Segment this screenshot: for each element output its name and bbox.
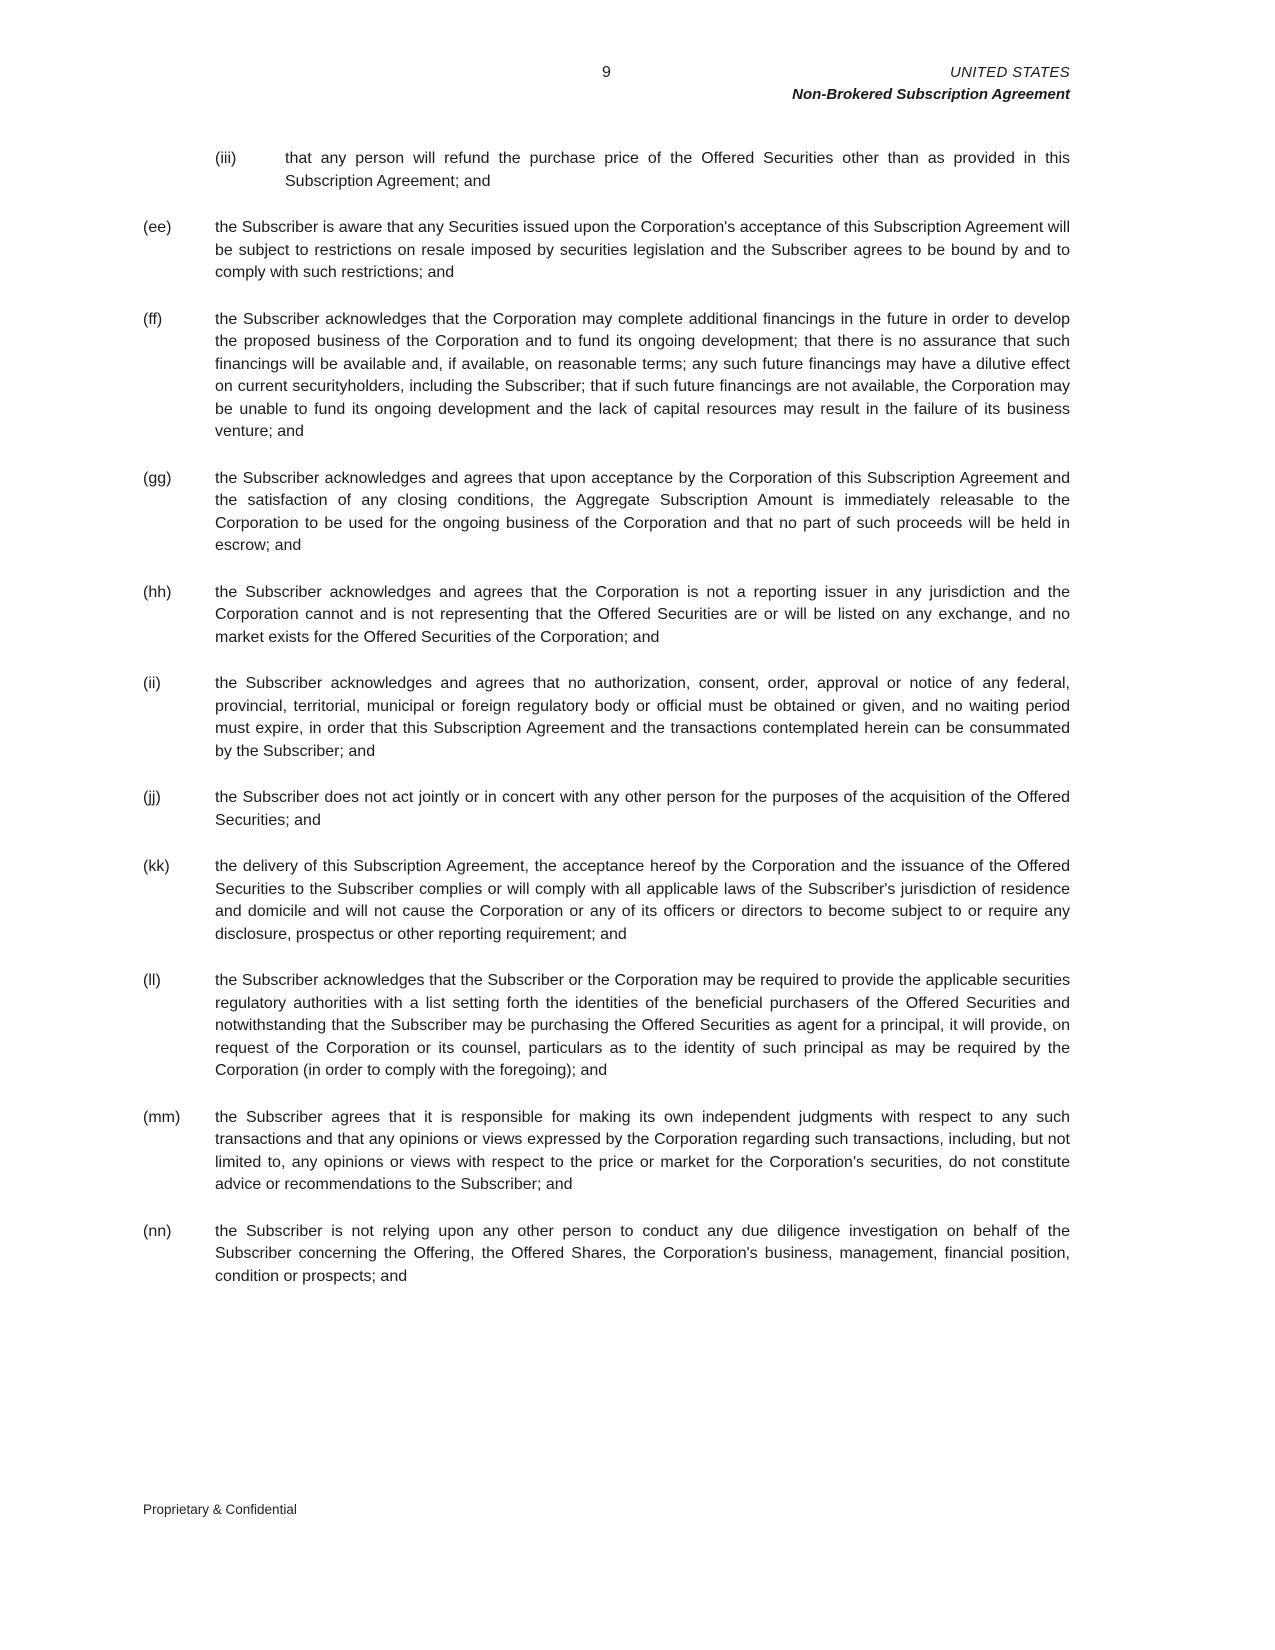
clause-text: that any person will refund the purchase price of the Offered Securities other than as provided in this Subscription Agreement; and — [285, 150, 1070, 190]
clause-text: the Subscriber acknowledges and agrees that upon acceptance by the Corporation of this Subscription Agreement and the satisfaction of any closing conditions, the Aggregate Subscription Amount is immediately releasable to the Corporation to be used for the ongoing business of the Corporation and that no part of such proceeds will be held in escrow; and — [215, 469, 1070, 554]
clause-label: (jj) — [143, 789, 161, 806]
page-number: 9 — [602, 64, 611, 81]
clause-label: (gg) — [143, 469, 172, 487]
document-title: Non-Brokered Subscription Agreement — [792, 86, 1070, 103]
clause-label: (ee) — [143, 219, 172, 236]
header-right-block — [792, 62, 1070, 106]
clause-text: the Subscriber is not relying upon any other person to conduct any due diligence investigation on behalf of the Subscriber concerning the Offering, the Offered Shares, the Corporation's business, management, financial position, condition or prospects; and — [215, 1222, 1070, 1285]
clause-ii — [143, 673, 1070, 763]
clause-text: the delivery of this Subscription Agreement, the acceptance hereof by the Corporation and the issuance of the Offered Securities to the Subscriber complies or will comply with all applicable laws of the Subscriber's jurisdiction of residence and domicile and will not cause the Corporation or any of its officers or directors to become subject to or require any disclosure, prospectus or other reporting requirement; and — [215, 858, 1070, 943]
clause-label: (mm) — [143, 1108, 181, 1126]
clause-nn — [143, 1221, 1070, 1289]
clause-label: (iii) — [215, 150, 237, 167]
clause-iii — [215, 148, 1070, 193]
clause-label: (ii) — [143, 675, 161, 692]
clause-label: (ll) — [143, 972, 161, 989]
clause-label: (ff) — [143, 310, 163, 328]
clause-label: (nn) — [143, 1222, 172, 1240]
clause-ee — [143, 217, 1070, 285]
clause-label: (hh) — [143, 583, 172, 601]
clause-text: the Subscriber acknowledges that the Subscriber or the Corporation may be required to provide the applicable securities regulatory authorities with a list setting forth the identities of the beneficial purchasers of the Offered Securities and notwithstanding that the Subscriber may be purchasing the Offered Securities as agent for a principal, it will provide, on request of the Corporation or its counsel, particulars as to the identity of such principal as may be required by the Corporation (in order to comply with the foregoing); and — [215, 972, 1070, 1079]
clause-jj — [143, 787, 1070, 832]
clause-gg — [143, 468, 1070, 558]
clause-text: the Subscriber is aware that any Securities issued upon the Corporation's acceptance of this Subscription Agreement will be subject to restrictions on resale imposed by securities legislation and the Subscriber agrees to be bound by and to comply with such restrictions; and — [215, 219, 1070, 281]
clause-text: the Subscriber acknowledges and agrees that the Corporation is not a reporting issuer in any jurisdiction and the Corporation cannot and is not representing that the Offered Securities are or will be listed on any exchange, and no market exists for the Offered Securities of the Corporation; and — [215, 583, 1070, 646]
page-footer — [143, 1502, 297, 1517]
clause-ff — [143, 309, 1070, 444]
header-region-label: UNITED STATES — [949, 64, 1070, 81]
footer-confidential-label: Proprietary & Confidential — [143, 1502, 297, 1517]
clause-kk — [143, 856, 1070, 946]
clause-ll — [143, 970, 1070, 1083]
clause-mm — [143, 1107, 1070, 1197]
clause-hh — [143, 582, 1070, 650]
clause-text: the Subscriber acknowledges that the Corporation may complete additional financings in the future in order to develop the proposed business of the Corporation and to fund its ongoing development; that there is no assurance that such financings will be available and, if available, on reasonable terms; any such future financings may have a dilutive effect on current securityholders, including the Subscriber; that if such future financings are not available, the Corporation may be unable to fund its ongoing development and the lack of capital resources may result in the failure of its business venture; and — [215, 310, 1070, 440]
clause-text: the Subscriber agrees that it is responsible for making its own independent judgments with respect to any such transactions and that any opinions or views expressed by the Corporation regarding such transactions, including, but not limited to, any opinions or views with respect to the price or market for the Corporation's securities, do not constitute advice or recommendations to the Subscriber; and — [215, 1108, 1070, 1193]
clause-label: (kk) — [143, 858, 170, 875]
document-body — [143, 148, 1070, 1288]
clause-text: the Subscriber does not act jointly or in concert with any other person for the purposes of the acquisition of the Offered Securities; and — [215, 789, 1070, 829]
clause-text: the Subscriber acknowledges and agrees that no authorization, consent, order, approval or notice of any federal, provincial, territorial, municipal or foreign regulatory body or official must be obtained or given, and no waiting period must expire, in order that this Subscription Agreement and the transactions contemplated herein can be consummated by the Subscriber; and — [215, 675, 1070, 760]
page-header — [143, 62, 1070, 108]
